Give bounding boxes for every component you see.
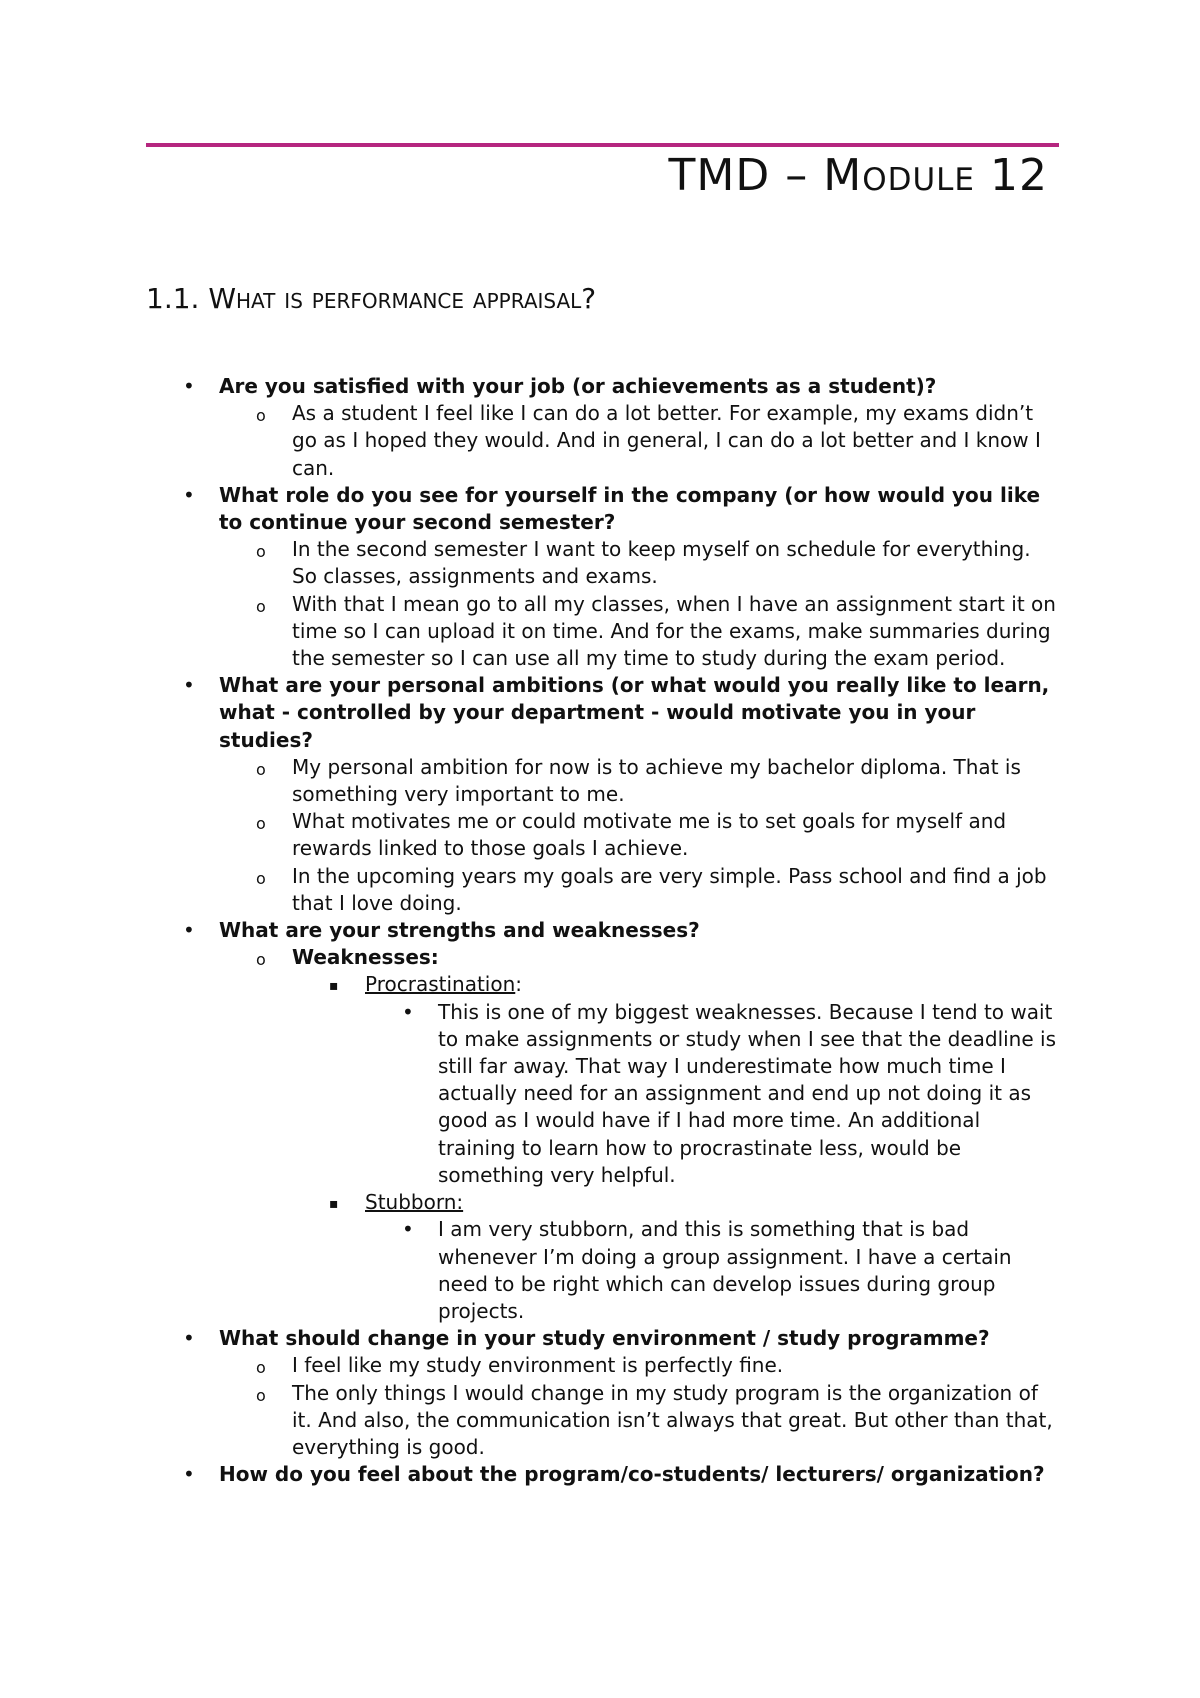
question-text: What should change in your study environment / study programme?	[219, 1326, 990, 1351]
circle-marker: o	[256, 1358, 266, 1378]
circle-marker: o	[256, 759, 266, 779]
answer-item	[0, 536, 1059, 590]
circle-marker: o	[256, 596, 266, 616]
question-item	[0, 917, 1059, 944]
question-text: What are your strengths and weaknesses?	[219, 918, 700, 943]
weakness-text: I am very stubborn, and this is something that is bad whenever I’m doing a group assignment. I have a certain need to be right which can develop issues during group projects.	[438, 1217, 1012, 1323]
circle-marker: o	[256, 406, 266, 426]
header-rule	[146, 143, 1059, 147]
circle-marker: o	[256, 542, 266, 562]
document-title: TMD – Module 12	[668, 150, 1048, 201]
answer-item	[0, 591, 1059, 673]
weakness-label: Procrastination	[365, 972, 516, 997]
answer-item	[0, 1352, 1059, 1379]
weakness-label-colon: :	[515, 972, 523, 997]
question-text: What are your personal ambitions (or what would you really like to learn, what - controlled by your department - would motivate you in your studies?	[219, 673, 1050, 752]
circle-marker: o	[256, 814, 266, 834]
weakness-item	[0, 971, 1059, 998]
bullet-marker: •	[183, 482, 195, 507]
section-heading: 1.1. What is performance appraisal?	[146, 282, 597, 315]
answer-item	[0, 400, 1059, 482]
square-marker: ▪	[329, 978, 339, 995]
bullet-marker: •	[183, 918, 195, 943]
question-text: What role do you see for yourself in the company (or how would you like to continue your second semester?	[219, 482, 1041, 535]
weakness-item	[0, 1189, 1059, 1216]
weaknesses-heading: Weaknesses:	[292, 945, 439, 970]
answer-item	[0, 1380, 1059, 1462]
bullet-marker: •	[402, 1217, 414, 1242]
circle-marker: o	[256, 1385, 266, 1405]
answer-text: The only things I would change in my study program is the organization of it. And also, the communication isn’t always that great. But other than that, everything is good.	[292, 1380, 1053, 1459]
question-item	[0, 672, 1059, 754]
bullet-marker: •	[183, 374, 195, 398]
answer-item	[0, 754, 1059, 808]
question-item	[0, 373, 1059, 400]
answer-text: What motivates me or could motivate me is to set goals for myself and rewards linked to those goals I achieve.	[292, 809, 1007, 861]
weakness-text: This is one of my biggest weaknesses. Because I tend to wait to make assignments or study when I see that the deadline is still far away. That way I underestimate how much time I actually need for an assignment and end up not doing it as good as I would have if I had more time. An additional training to learn how to procrastinate less, would be something very helpful.	[438, 999, 1056, 1187]
question-item	[0, 1461, 1059, 1488]
answer-text: In the upcoming years my goals are very simple. Pass school and find a job that I love doing.	[292, 863, 1047, 915]
bullet-marker: •	[183, 1462, 195, 1487]
weakness-detail	[0, 999, 1059, 1189]
answer-text: I feel like my study environment is perfectly fine.	[292, 1353, 784, 1378]
answer-text: My personal ambition for now is to achieve my bachelor diploma. That is something very important to me.	[292, 754, 1021, 807]
question-text: Are you satisfied with your job (or achievements as a student)?	[219, 374, 937, 398]
bullet-marker: •	[402, 999, 414, 1024]
question-text: How do you feel about the program/co-students/ lecturers/ organization?	[219, 1462, 1045, 1487]
weakness-label: Stubborn:	[365, 1190, 464, 1215]
question-list	[0, 373, 1200, 1488]
answer-item	[0, 944, 1059, 971]
answer-item	[0, 863, 1059, 917]
question-item	[0, 482, 1059, 536]
bullet-marker: •	[183, 1326, 195, 1351]
answer-text: In the second semester I want to keep myself on schedule for everything. So classes, assignments and exams.	[292, 537, 1031, 589]
question-item	[0, 1325, 1059, 1352]
weakness-detail	[0, 1216, 1059, 1325]
answer-item	[0, 808, 1059, 862]
answer-text: With that I mean go to all my classes, when I have an assignment start it on time so I can upload it on time. And for the exams, make summaries during the semester so I can use all my time to study during the exam period.	[292, 591, 1056, 671]
answer-text: As a student I feel like I can do a lot better. For example, my exams didn’t go as I hoped they would. And in general, I can do a lot better and I know I can.	[292, 401, 1041, 480]
square-marker: ▪	[329, 1196, 339, 1213]
circle-marker: o	[256, 868, 266, 888]
bullet-marker: •	[183, 673, 195, 698]
circle-marker: o	[256, 950, 266, 970]
